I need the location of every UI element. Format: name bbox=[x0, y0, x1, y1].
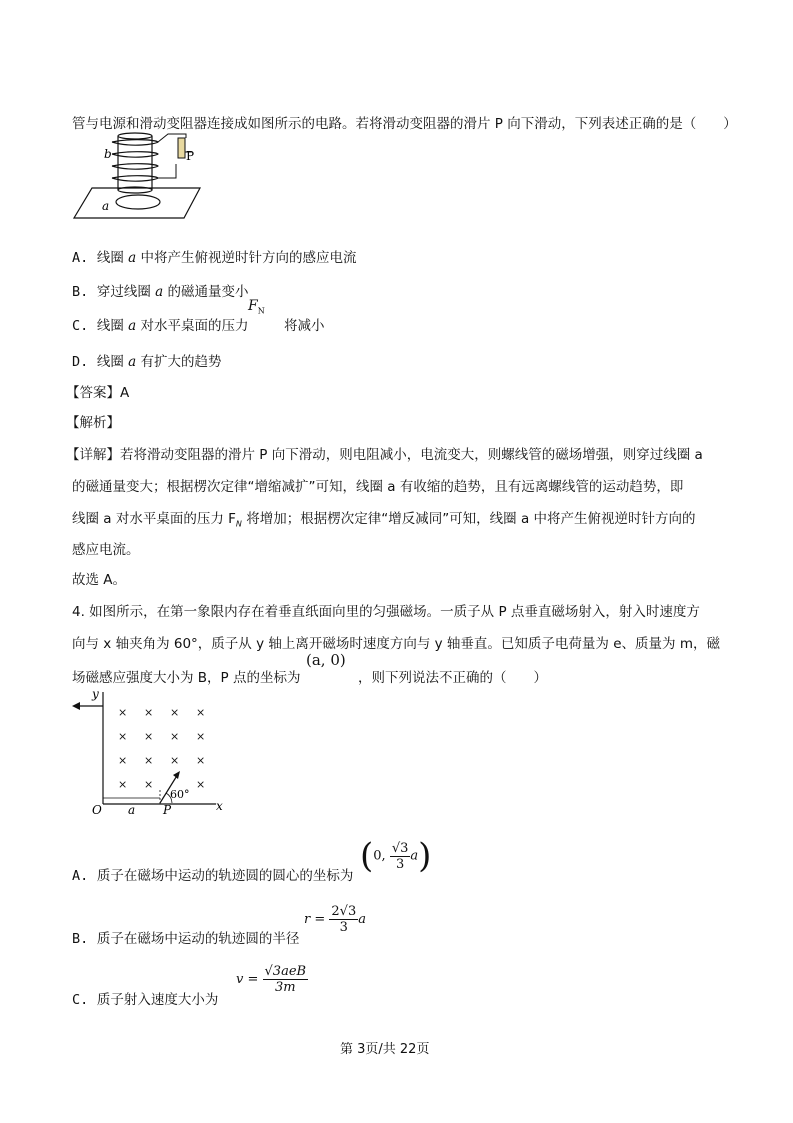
label-b: b bbox=[104, 147, 112, 161]
point-P-label: P bbox=[163, 803, 172, 817]
q3-option-d: D. 线圈 a 有扩大的趋势 bbox=[72, 354, 222, 370]
svg-text:×: × bbox=[144, 706, 154, 719]
q3-option-b: B. 穿过线圈 a 的磁通量变小 bbox=[72, 284, 249, 300]
q4-option-c-formula: v = $\frac{\text{√3aeB}}{3m}$ bbox=[236, 964, 307, 995]
page-footer: 第 3页/共 22页 bbox=[340, 1042, 430, 1057]
y-axis-label: y bbox=[92, 687, 99, 701]
q3-option-a: A. 线圈 a 中将产生俯视逆时针方向的感应电流 bbox=[72, 250, 357, 266]
coil-a bbox=[116, 195, 160, 209]
winding bbox=[112, 140, 158, 145]
svg-text:×: × bbox=[170, 730, 180, 743]
q4-option-a-formula: (0, $\frac{√3}{3}$ a) bbox=[360, 836, 432, 876]
q3-detail-line4: 感应电流。 bbox=[72, 542, 140, 558]
svg-text:×: × bbox=[118, 706, 128, 719]
svg-text:×: × bbox=[144, 754, 154, 767]
svg-text:×: × bbox=[196, 754, 206, 767]
svg-text:×: × bbox=[170, 754, 180, 767]
q4-stem-line3b: ，则下列说法不正确的（ ） bbox=[358, 670, 547, 686]
svg-text:×: × bbox=[118, 730, 128, 743]
q3-stem: 管与电源和滑动变阻器连接成如图所示的电路。若将滑动变阻器的滑片 P 向下滑动，下列表述正确的是（ ） bbox=[72, 116, 737, 132]
rheostat bbox=[178, 138, 185, 158]
label-P: P bbox=[186, 149, 195, 163]
q4-stem-line1: 4. 如图所示，在第一象限内存在着垂直纸面向里的匀强磁场。一质子从 P 点垂直磁场射入，射入时速度方 bbox=[72, 604, 700, 620]
angle-label: 60° bbox=[170, 788, 190, 801]
q3-answer: 【答案】A bbox=[66, 385, 130, 401]
q4-point-formula: (a, 0) bbox=[306, 651, 346, 669]
q4-option-a: A. 质子在磁场中运动的轨迹圆的圆心的坐标为 bbox=[72, 868, 354, 884]
q3-detail-line1: 【详解】若将滑动变阻器的滑片 P 向下滑动，则电阻减小，电流变大，则螺线管的磁场增强，则穿过线圈 a bbox=[66, 447, 703, 463]
svg-text:×: × bbox=[196, 730, 206, 743]
q4-option-b-formula: r = $\frac{2√3}{3}$ a bbox=[304, 904, 366, 935]
svg-text:×: × bbox=[196, 706, 206, 719]
q3-detail-line3: 线圈 a 对水平桌面的压力 $F_N$ 将增加；根据楞次定律“增反减同”可知，线圈 a 中将产生俯视逆时针方向的 bbox=[72, 511, 696, 529]
svg-text:×: × bbox=[118, 754, 128, 767]
q3-option-c-formula: $F_N$ bbox=[248, 298, 265, 316]
svg-text:×: × bbox=[144, 778, 154, 791]
svg-text:×: × bbox=[170, 706, 180, 719]
q3-detail-line2: 的磁通量变大；根据楞次定律“增缩减扩”可知，线圈 a 有收缩的趋势，且有远离螺线管的运动趋势，即 bbox=[72, 479, 684, 495]
q4-option-c: C. 质子射入速度大小为 bbox=[72, 992, 219, 1008]
q3-option-c: C. 线圈 a 对水平桌面的压力 bbox=[72, 318, 249, 334]
x-axis-label: x bbox=[216, 799, 223, 813]
origin-label: O bbox=[92, 803, 102, 817]
winding bbox=[112, 152, 158, 157]
q3-conclusion: 故选 A。 bbox=[72, 572, 127, 588]
field-crosses bbox=[118, 706, 205, 791]
q4-option-b: B. 质子在磁场中运动的轨迹圆的半径 bbox=[72, 931, 300, 947]
q4-stem-line2: 向与 x 轴夹角为 60°，质子从 y 轴上离开磁场时速度方向与 y 轴垂直。已知质子电荷量为 e、质量为 m，磁 bbox=[72, 636, 720, 652]
segment-a-label: a bbox=[128, 803, 136, 817]
svg-text:×: × bbox=[144, 730, 154, 743]
svg-text:×: × bbox=[118, 778, 128, 791]
q3-option-c-tail: 将减小 bbox=[284, 318, 325, 334]
solenoid-coil-figure bbox=[72, 132, 202, 222]
q4-stem-line3a: 场磁感应强度大小为 B，P 点的坐标为 bbox=[72, 670, 301, 686]
magnetic-field-figure bbox=[70, 686, 230, 818]
winding bbox=[112, 164, 158, 169]
label-a: a bbox=[102, 199, 110, 213]
q3-analysis-tag: 【解析】 bbox=[66, 415, 120, 431]
svg-text:×: × bbox=[196, 778, 206, 791]
winding bbox=[112, 176, 158, 181]
